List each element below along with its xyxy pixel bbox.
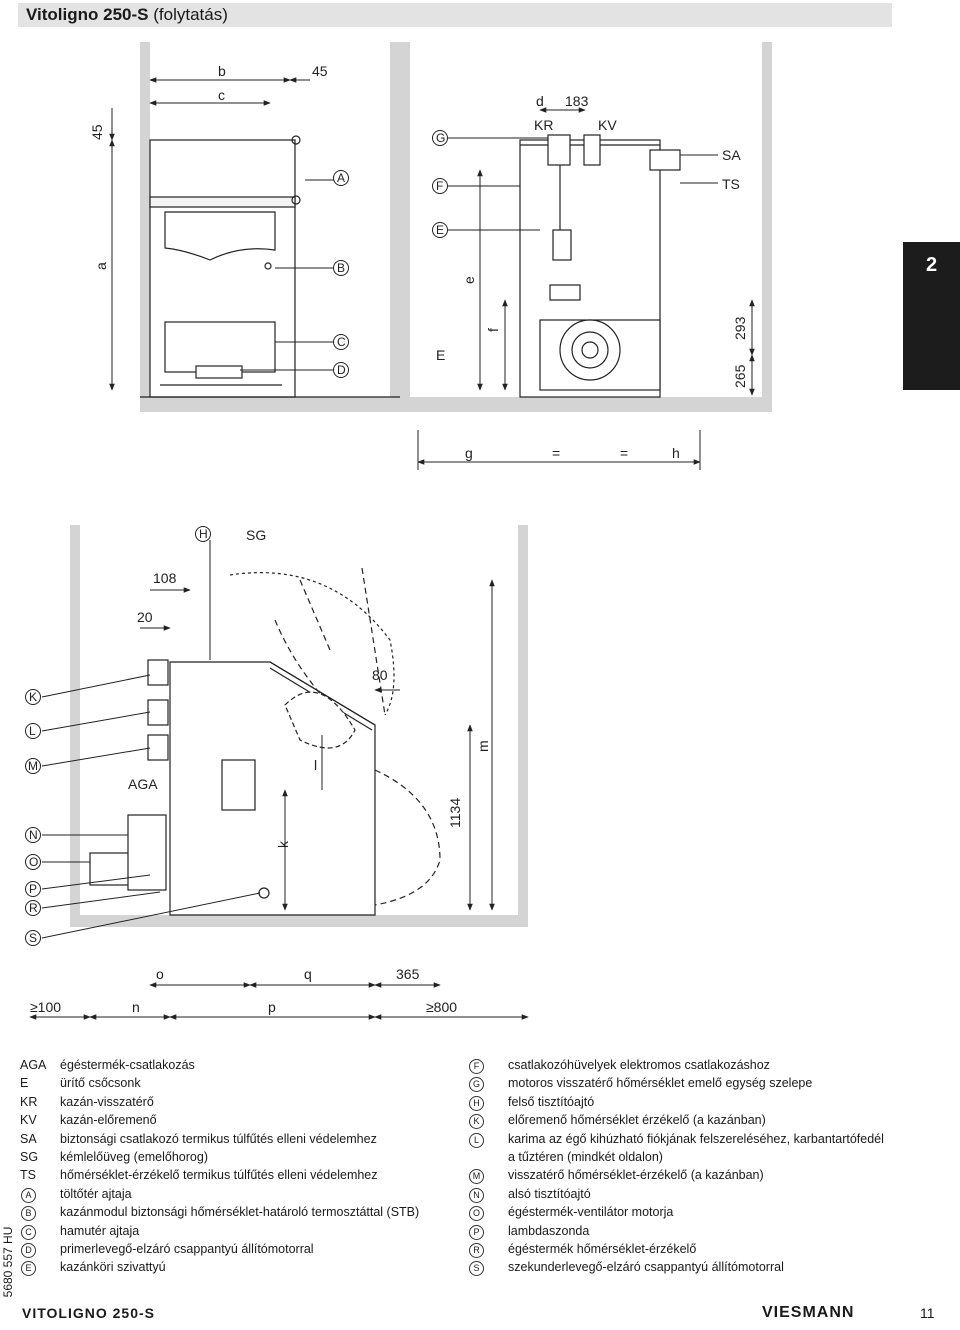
dim-b: b	[218, 63, 226, 79]
dim-n: n	[132, 999, 140, 1015]
legend-code-circled: D	[21, 1243, 36, 1258]
legend-text: égéstermék-csatlakozás	[60, 1058, 195, 1072]
dim-equal-2: =	[620, 445, 629, 461]
viessmann-logo: VIESMANN	[762, 1304, 855, 1321]
legend-text: primerlevegő-elzáró csappantyú állítómotorral	[60, 1242, 314, 1257]
svg-text:N: N	[29, 828, 38, 842]
legend-code-circled: M	[469, 1169, 484, 1184]
legend-row	[468, 1203, 888, 1221]
dim-p: p	[268, 999, 276, 1015]
legend-code-circled: E	[21, 1261, 36, 1276]
front-view	[140, 42, 400, 412]
legend-text: motoros visszatérő hőmérséklet emelő egység szelepe	[508, 1076, 813, 1091]
dim-d: d	[536, 93, 544, 109]
dim-108: 108	[153, 570, 177, 586]
label-e: E	[436, 347, 446, 363]
legend-row	[20, 1222, 440, 1240]
callout-h	[196, 527, 211, 542]
dim-h: h	[672, 445, 680, 461]
svg-text:M: M	[28, 759, 38, 773]
legend-code-circled: B	[21, 1206, 36, 1221]
legend-row	[20, 1148, 440, 1166]
svg-text:D: D	[337, 363, 346, 377]
legend-row	[468, 1111, 888, 1129]
legend-row	[468, 1258, 888, 1276]
callout-d	[334, 363, 349, 378]
legend-row	[20, 1203, 440, 1221]
legend-code-circled: A	[21, 1188, 36, 1203]
legend-row	[20, 1111, 440, 1129]
legend-code-circled: F	[469, 1059, 484, 1074]
legend-text: visszatérő hőmérséklet-érzékelő (a kazánban)	[508, 1168, 764, 1183]
dim-80: 80	[372, 667, 388, 683]
legend-code: SA	[20, 1131, 37, 1146]
callout-o	[26, 855, 41, 870]
callout-e	[433, 223, 448, 238]
dim-365: 365	[396, 966, 420, 982]
legend-text: csatlakozóhüvelyek elektromos csatlakozáshoz	[508, 1058, 770, 1072]
legend-row	[20, 1166, 440, 1184]
callout-p	[26, 882, 41, 897]
dim-20: 20	[137, 609, 153, 625]
document-code: 5680 557 HU	[1, 1226, 15, 1298]
legend-text: töltőtér ajtaja	[60, 1186, 132, 1201]
dim-g: g	[465, 445, 473, 461]
legend-code-circled: O	[469, 1206, 484, 1221]
label-kv: KV	[598, 117, 617, 133]
legend-code-circled: S	[469, 1261, 484, 1276]
legend-text: égéstermék-ventilátor motorja	[508, 1205, 674, 1220]
legend-code: SG	[20, 1150, 39, 1165]
dim-equal-1: =	[552, 445, 561, 461]
legend-row	[468, 1056, 888, 1074]
legend-code-circled: R	[469, 1243, 484, 1258]
legend-text: biztonsági csatlakozó termikus túlfűtés elleni védelemhez	[60, 1131, 377, 1146]
dim-183: 183	[565, 93, 589, 109]
dim-45-top: 45	[312, 63, 328, 79]
legend-code-circled: G	[469, 1077, 484, 1092]
dim-265: 265	[732, 364, 748, 388]
legend-row	[20, 1130, 440, 1148]
dim-m: m	[475, 740, 491, 752]
svg-text:L: L	[29, 724, 36, 738]
side-view	[70, 525, 528, 927]
svg-text:P: P	[29, 882, 38, 896]
dim-o: o	[156, 966, 164, 982]
label-sg: SG	[246, 527, 267, 543]
svg-text:F: F	[436, 179, 444, 193]
legend-text: lambdaszonda	[508, 1223, 590, 1238]
legend-code: KR	[20, 1094, 38, 1109]
legend-code-circled: C	[21, 1225, 36, 1240]
legend-row	[468, 1222, 888, 1240]
legend-text: hamutér ajtaja	[60, 1223, 140, 1238]
legend-text: ürítő csőcsonk	[60, 1076, 141, 1091]
callout-m	[26, 759, 41, 774]
legend-row	[468, 1074, 888, 1092]
section-tab[interactable]: 2	[903, 242, 960, 390]
dim-1134: 1134	[447, 797, 463, 828]
dim-min-800: ≥800	[426, 999, 458, 1015]
svg-text:H: H	[199, 527, 208, 541]
callout-s	[26, 931, 41, 946]
legend-row	[20, 1185, 440, 1203]
label-ts: TS	[722, 176, 740, 192]
legend-row	[20, 1258, 440, 1276]
legend-row	[468, 1130, 888, 1167]
callout-f	[433, 179, 448, 194]
dim-a: a	[93, 262, 109, 270]
legend-row	[20, 1093, 440, 1111]
legend-row	[468, 1185, 888, 1203]
legend-text: égéstermék hőmérséklet-érzékelő	[508, 1242, 697, 1257]
legend-code-circled: L	[469, 1133, 484, 1148]
legend-code: AGA	[20, 1058, 47, 1072]
page-title-brand: Vitoligno 250-S	[26, 5, 149, 24]
svg-text:K: K	[29, 690, 38, 704]
svg-text:E: E	[436, 223, 445, 237]
page-number: 11	[920, 1305, 935, 1321]
callout-n	[26, 828, 41, 843]
legend-text: szekunderlevegő-elzáró csappantyú állítómotorral	[508, 1260, 784, 1275]
label-aga: AGA	[128, 776, 158, 792]
legend-text: hőmérséklet-érzékelő termikus túlfűtés elleni védelemhez	[60, 1168, 378, 1183]
legend-code: KV	[20, 1113, 37, 1128]
legend-code-circled: K	[469, 1114, 484, 1129]
callout-a	[334, 171, 349, 186]
svg-text:S: S	[29, 931, 38, 945]
legend-code-circled: N	[469, 1188, 484, 1203]
legend-row	[20, 1056, 440, 1074]
page-title-suffix: (folytatás)	[153, 5, 228, 24]
svg-text:B: B	[337, 261, 346, 275]
legend-row	[468, 1166, 888, 1184]
legend-row	[20, 1240, 440, 1258]
dim-45-side: 45	[89, 124, 105, 140]
svg-text:G: G	[436, 131, 446, 145]
legend-text: alsó tisztítóajtó	[508, 1186, 591, 1201]
dim-c: c	[218, 87, 225, 103]
legend-row	[468, 1093, 888, 1111]
dim-l: l	[314, 757, 318, 773]
legend-text: előremenő hőmérséklet érzékelő (a kazánban)	[508, 1113, 766, 1128]
svg-text:O: O	[29, 855, 39, 869]
legend-text: kazánmodul biztonsági hőmérséklet-határoló termosztáttal (STB)	[60, 1205, 420, 1220]
callout-r	[26, 901, 41, 916]
legend-code-circled: P	[469, 1225, 484, 1240]
label-kr: KR	[534, 117, 554, 133]
dim-293: 293	[732, 316, 748, 340]
legend-left	[20, 1056, 440, 1277]
dim-min-100: ≥100	[30, 999, 62, 1015]
callout-b	[334, 261, 349, 276]
legend-row	[20, 1074, 440, 1092]
footer-brand: VITOLIGNO 250-S	[22, 1305, 155, 1321]
svg-text:A: A	[337, 171, 346, 185]
legend-text: kazán-visszatérő	[60, 1094, 154, 1109]
dim-e: e	[461, 276, 477, 284]
legend-code-circled: H	[469, 1096, 484, 1111]
legend-text: karima az égő kihúzható fiókjának felszereléséhez, karbantartófedél a tűztéren (mindkét oldalon)	[508, 1131, 884, 1165]
legend-text: felső tisztítóajtó	[508, 1094, 595, 1109]
svg-text:R: R	[29, 901, 38, 915]
callout-k	[26, 690, 41, 705]
dim-q: q	[304, 966, 312, 982]
label-sa: SA	[722, 147, 741, 163]
svg-text:C: C	[337, 335, 346, 349]
dim-f: f	[485, 328, 501, 332]
legend-text: kémlelőüveg (emelőhorog)	[60, 1150, 208, 1165]
callout-c	[334, 335, 349, 350]
legend-text: kazánköri szivattyú	[60, 1260, 166, 1275]
callout-g	[433, 131, 448, 146]
dim-k: k	[275, 841, 291, 848]
legend-row	[468, 1240, 888, 1258]
legend-text: kazán-előremenő	[60, 1113, 157, 1128]
callout-l	[26, 724, 41, 739]
legend-code: E	[20, 1076, 29, 1091]
legend-code: TS	[20, 1168, 36, 1183]
legend-right	[468, 1056, 888, 1277]
